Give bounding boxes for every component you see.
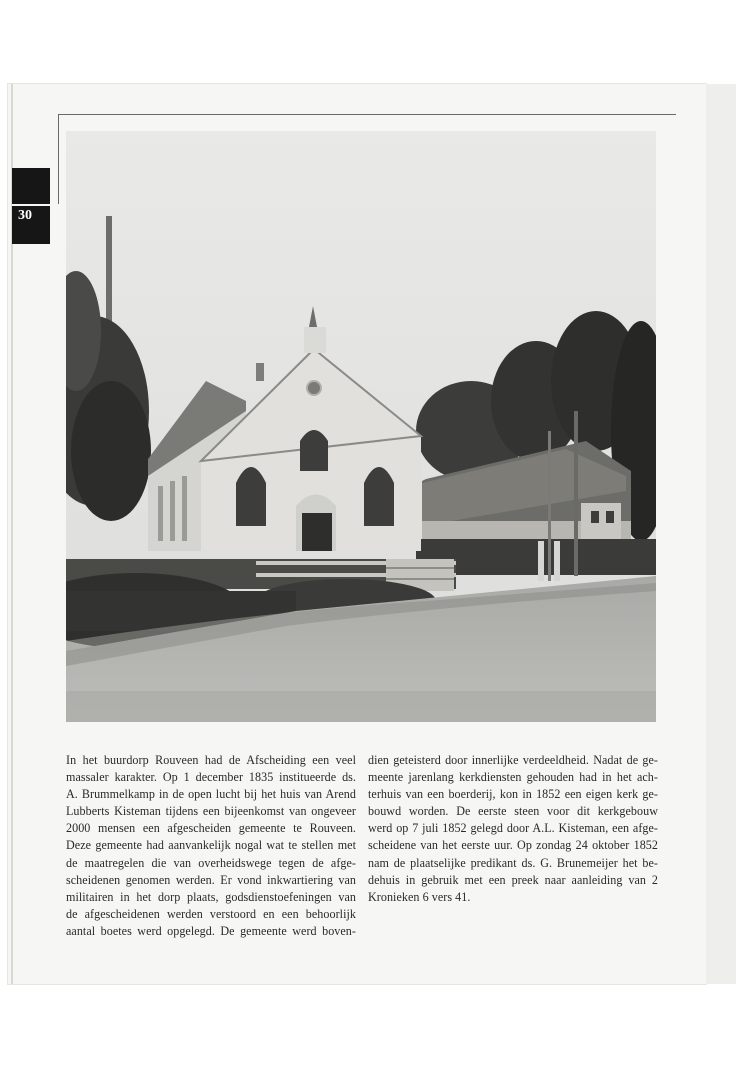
page-number-tab [12,168,50,244]
text-line: terhuis van een boerderij, kon in 1852 een eigen kerk ge- [368,787,658,802]
text-line: militairen in het dorp plaats, godsdienstoefeningen van [66,889,356,904]
text-line: Deze gemeente had aanvankelijk nogal wat te stellen met [66,838,356,853]
text-line: bouwd worden. De eerste steen voor dit kerkgebouw [368,804,658,819]
text-line: Kronieken 6 vers 41. [368,889,471,904]
text-line: werd op 7 juli 1852 gelegd door A.L. Kisteman, een afge- [368,821,658,836]
text-column-right [368,752,658,906]
text-line: scheidene van het eerste uur. Op zondag 24 oktober 1852 [368,838,658,853]
gate-post-2 [554,541,560,581]
text-line: massaler karakter. Op 1 december 1835 institueerde ds. [66,770,356,785]
page-number: 30 [18,208,32,223]
text-line: de maatregelen die van overheidswege tegen de afge- [66,855,356,870]
text-line: nam de plaatselijke predikant ds. G. Brunemeijer het be- [368,855,658,870]
text-line: meente jarenlang kerkdiensten gehouden had in het ach- [368,770,658,785]
text-line: A. Brummelkamp in de open lucht bij het huis van Arend [66,787,356,802]
next-page-edge [706,84,736,984]
text-column-left [66,752,356,940]
gate-post [538,541,544,581]
frame-rule-top [58,114,676,115]
church-photo [66,131,656,722]
tab-notch [12,204,58,206]
text-line: de afgescheidenen werden verstoord en een behoorlijk [66,906,356,921]
pole-right-2 [548,431,551,581]
pole-right [574,411,578,576]
text-line: aantal boetes werd opgelegd. De gemeente werd boven- [66,923,356,938]
text-line: dehuis in gebruik met een preek naar aanleiding van 2 [368,872,658,887]
text-line: dien geteisterd door innerlijke verdeeldheid. Nadat de ge- [368,753,658,767]
text-line: In het buurdorp Rouveen had de Afscheiding een veel [66,753,356,767]
frame-rule-left [58,114,59,204]
text-line: Lubberts Kisteman tijdens een bijeenkomst van ongeveer [66,804,356,819]
text-line: scheidenen genomen werden. Er vond inkwartiering van [66,872,356,887]
text-line: 2000 mensen een afgescheiden gemeente te Rouveen. [66,821,356,836]
